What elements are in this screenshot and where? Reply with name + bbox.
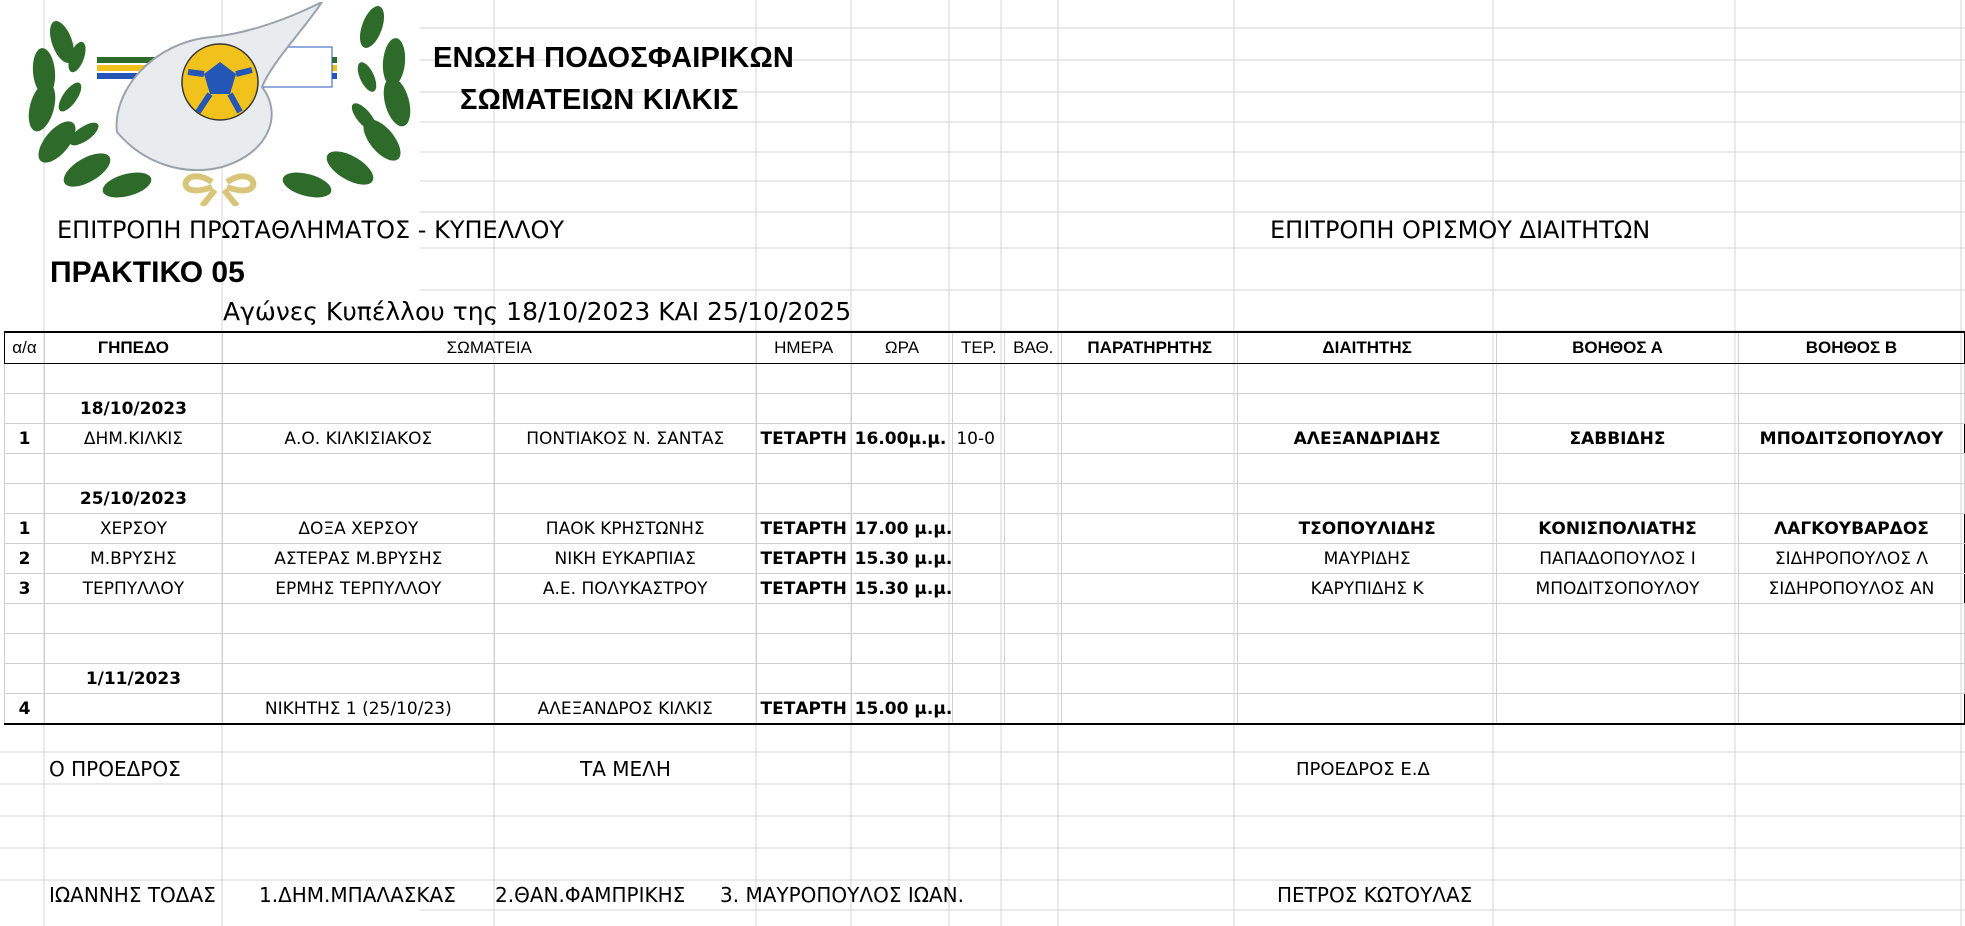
match-grade — [1005, 574, 1062, 604]
match-home: ΑΣΤΕΡΑΣ Μ.ΒΡΥΣΗΣ — [222, 544, 494, 574]
match-referee: ΤΣΟΠΟΥΛΙΔΗΣ — [1238, 514, 1497, 544]
table-row — [5, 634, 1965, 664]
championship-committee-title: ΕΠΙΤΡΟΠΗ ΠΡΩΤΑΘΛΗΜΑΤΟΣ - ΚΥΠΕΛΛΟΥ — [57, 216, 565, 244]
match-day: ΤΕΤΑΡΤΗ — [756, 544, 851, 574]
ed-president-name: ΠΕΤΡΟΣ ΚΩΤΟΥΛΑΣ — [1277, 883, 1473, 907]
match-home: ΔΟΞΑ ΧΕΡΣΟΥ — [222, 514, 494, 544]
match-score — [953, 574, 1005, 604]
table-row — [5, 694, 1965, 725]
match-aa: 3 — [5, 574, 45, 604]
match-score: 10-0 — [953, 424, 1005, 454]
table-header-row — [5, 332, 1965, 364]
match-venue: ΧΕΡΣΟΥ — [44, 514, 222, 544]
federation-logo — [22, 2, 422, 206]
table-row — [5, 574, 1965, 604]
member-2-name: 2.ΘΑΝ.ΦΑΜΠΡΙΚΗΣ — [495, 883, 686, 907]
match-assistant-a: ΠΑΠΑΔΟΠΟΥΛΟΣ Ι — [1497, 544, 1739, 574]
date-row — [5, 394, 1965, 424]
date-label-1: 18/10/2023 — [44, 394, 222, 424]
match-assistant-b: ΣΙΔΗΡΟΠΟΥΛΟΣ Λ — [1738, 544, 1964, 574]
date-row — [5, 664, 1965, 694]
header-assistant-a: ΒΟΗΘΟΣ Α — [1497, 332, 1739, 364]
match-referee — [1238, 694, 1497, 725]
match-assistant-a: ΣΑΒΒΙΔΗΣ — [1497, 424, 1739, 454]
match-home: Α.Ο. ΚΙΛΚΙΣΙΑΚΟΣ — [222, 424, 494, 454]
match-aa: 2 — [5, 544, 45, 574]
match-aa: 1 — [5, 424, 45, 454]
match-away: ΠΑΟΚ ΚΡΗΣΤΩΝΗΣ — [494, 514, 756, 544]
matches-table — [4, 331, 1965, 725]
members-label: ΤΑ ΜΕΛΗ — [580, 757, 671, 781]
table-row — [5, 544, 1965, 574]
match-day: ΤΕΤΑΡΤΗ — [756, 424, 851, 454]
table-row — [5, 424, 1965, 454]
match-grade — [1005, 694, 1062, 725]
match-assistant-a — [1497, 694, 1739, 725]
match-score — [953, 544, 1005, 574]
match-score — [953, 694, 1005, 725]
referee-committee-title: ΕΠΙΤΡΟΠΗ ΟΡΙΣΜΟΥ ΔΙΑΙΤΗΤΩΝ — [1270, 216, 1651, 244]
match-away: ΑΛΕΞΑΝΔΡΟΣ ΚΙΛΚΙΣ — [494, 694, 756, 725]
match-aa: 4 — [5, 694, 45, 725]
match-referee: ΚΑΡΥΠΙΔΗΣ Κ — [1238, 574, 1497, 604]
member-3-name: 3. ΜΑΥΡΟΠΟΥΛΟΣ ΙΩΑΝ. — [720, 883, 964, 907]
match-away: ΝΙΚΗ ΕΥΚΑΡΠΙΑΣ — [494, 544, 756, 574]
match-away: Α.Ε. ΠΟΛΥΚΑΣΤΡΟΥ — [494, 574, 756, 604]
match-time: 15.00 μ.μ. — [851, 694, 953, 725]
org-name-line2: ΣΩΜΑΤΕΙΩΝ ΚΙΛΚΙΣ — [460, 84, 739, 116]
ed-president-label: ΠΡΟΕΔΡΟΣ Ε.Δ — [1296, 759, 1430, 780]
match-observer — [1062, 574, 1238, 604]
header-teams: ΣΩΜΑΤΕΙΑ — [222, 332, 756, 364]
header-aa: α/α — [5, 332, 45, 364]
match-referee: ΜΑΥΡΙΔΗΣ — [1238, 544, 1497, 574]
match-grade — [1005, 424, 1062, 454]
president-name: ΙΩΑΝΝΗΣ ΤΟΔΑΣ — [49, 883, 216, 907]
table-row — [5, 364, 1965, 394]
match-observer — [1062, 694, 1238, 725]
match-time: 15.30 μ.μ. — [851, 544, 953, 574]
match-home: ΕΡΜΗΣ ΤΕΡΠΥΛΛΟΥ — [222, 574, 494, 604]
header-referee: ΔΙΑΙΤΗΤΗΣ — [1238, 332, 1497, 364]
match-assistant-b: ΛΑΓΚΟΥΒΑΡΔΟΣ — [1738, 514, 1964, 544]
match-time: 15.30 μ.μ. — [851, 574, 953, 604]
match-assistant-b — [1738, 694, 1964, 725]
date-label-3: 1/11/2023 — [44, 664, 222, 694]
match-time: 17.00 μ.μ. — [851, 514, 953, 544]
match-venue — [44, 694, 222, 725]
match-assistant-a: ΜΠΟΔΙΤΣΟΠΟΥΛΟΥ — [1497, 574, 1739, 604]
match-observer — [1062, 514, 1238, 544]
match-day: ΤΕΤΑΡΤΗ — [756, 694, 851, 725]
match-assistant-a: ΚΟΝΙΣΠΟΛΙΑΤΗΣ — [1497, 514, 1739, 544]
match-assistant-b: ΣΙΔΗΡΟΠΟΥΛΟΣ ΑΝ — [1738, 574, 1964, 604]
date-row — [5, 484, 1965, 514]
match-time: 16.00μ.μ. — [851, 424, 953, 454]
header-vath: ΒΑΘ. — [1005, 332, 1062, 364]
header-ter: ΤΕΡ. — [953, 332, 1005, 364]
match-away: ΠΟΝΤΙΑΚΟΣ Ν. ΣΑΝΤΑΣ — [494, 424, 756, 454]
match-referee: ΑΛΕΞΑΝΔΡΙΔΗΣ — [1238, 424, 1497, 454]
table-row — [5, 514, 1965, 544]
date-label-2: 25/10/2023 — [44, 484, 222, 514]
match-assistant-b: ΜΠΟΔΙΤΣΟΠΟΥΛΟΥ — [1738, 424, 1964, 454]
match-home: ΝΙΚΗΤΗΣ 1 (25/10/23) — [222, 694, 494, 725]
header-venue: ΓΗΠΕΔΟ — [44, 332, 222, 364]
match-day: ΤΕΤΑΡΤΗ — [756, 574, 851, 604]
org-name-line1: ΕΝΩΣΗ ΠΟΔΟΣΦΑΙΡΙΚΩΝ — [433, 42, 795, 74]
match-observer — [1062, 544, 1238, 574]
president-label: Ο ΠΡΟΕΔΡΟΣ — [49, 757, 181, 781]
header-day: ΗΜΕΡΑ — [756, 332, 851, 364]
match-observer — [1062, 424, 1238, 454]
match-grade — [1005, 544, 1062, 574]
match-aa: 1 — [5, 514, 45, 544]
match-venue: Μ.ΒΡΥΣΗΣ — [44, 544, 222, 574]
match-venue: ΤΕΡΠΥΛΛΟΥ — [44, 574, 222, 604]
match-venue: ΔΗΜ.ΚΙΛΚΙΣ — [44, 424, 222, 454]
match-score — [953, 514, 1005, 544]
header-assistant-b: ΒΟΗΘΟΣ Β — [1738, 332, 1964, 364]
header-time: ΩΡΑ — [851, 332, 953, 364]
match-grade — [1005, 514, 1062, 544]
table-row — [5, 604, 1965, 634]
header-observer: ΠΑΡΑΤΗΡΗΤΗΣ — [1062, 332, 1238, 364]
member-1-name: 1.ΔΗΜ.ΜΠΑΛΑΣΚΑΣ — [259, 883, 456, 907]
table-row — [5, 454, 1965, 484]
match-day: ΤΕΤΑΡΤΗ — [756, 514, 851, 544]
matches-subtitle: Αγώνες Κυπέλλου της 18/10/2023 ΚΑΙ 25/10/2025 — [223, 297, 852, 326]
minutes-title: ΠΡΑΚΤΙΚΟ 05 — [50, 256, 245, 289]
